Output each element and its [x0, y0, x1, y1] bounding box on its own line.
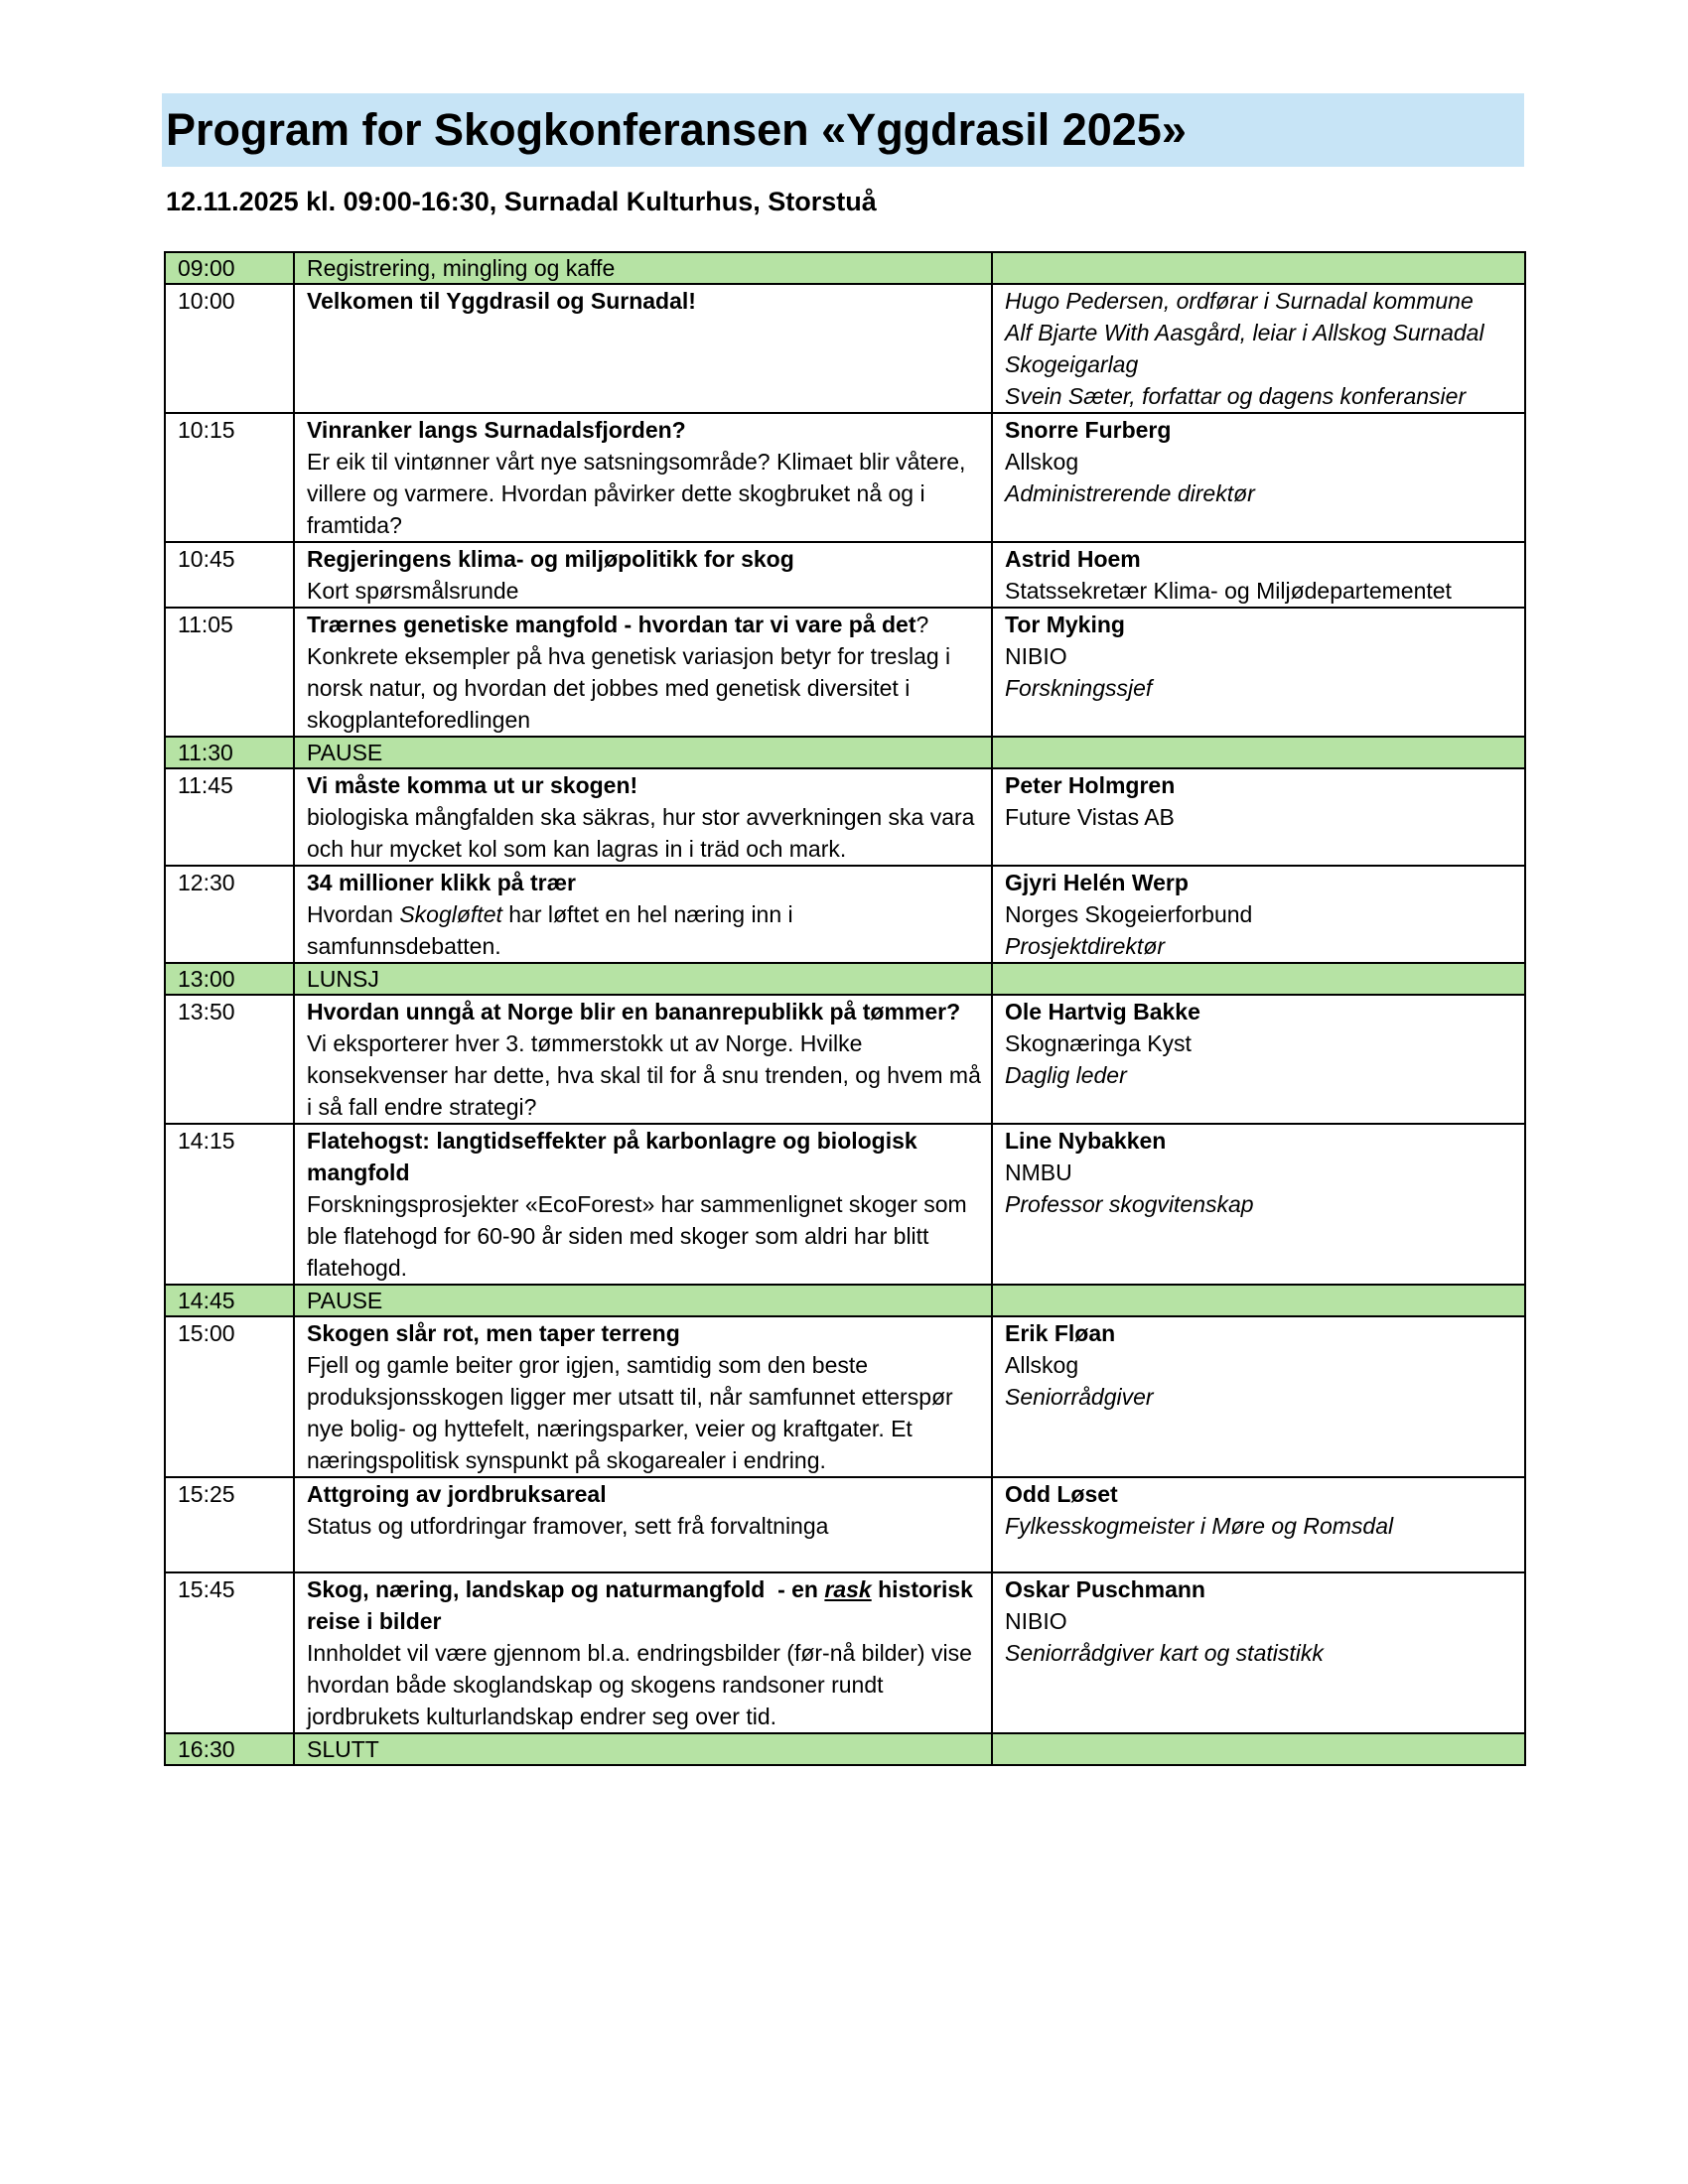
- speaker-role: Daglig leder: [1005, 1062, 1127, 1088]
- speaker-name: Snorre Furberg: [1005, 417, 1172, 443]
- table-row: [165, 1477, 1525, 1572]
- session-cell: [294, 542, 992, 608]
- time-cell: 12:30: [165, 866, 294, 963]
- session-title: 34 millioner klikk på trær: [307, 870, 577, 895]
- session-title: Flatehogst: langtidseffekter på karbonlagre og biologisk mangfold: [307, 1128, 917, 1185]
- speaker-name: Astrid Hoem: [1005, 546, 1141, 572]
- speaker-name: Erik Fløan: [1005, 1320, 1116, 1346]
- speaker-name: Peter Holmgren: [1005, 772, 1176, 798]
- speaker-organization: Skognæringa Kyst: [1005, 1030, 1192, 1056]
- session-cell: [294, 1477, 992, 1572]
- session-title-tail: ?: [915, 612, 929, 637]
- speaker-name: Oskar Puschmann: [1005, 1576, 1205, 1602]
- table-row: [165, 284, 1525, 413]
- empty-cell: [992, 963, 1525, 995]
- title-banner: [162, 93, 1524, 167]
- table-row: [165, 866, 1525, 963]
- table-row: [165, 1572, 1525, 1733]
- speaker-name: Odd Løset: [1005, 1481, 1118, 1507]
- time-cell: 10:15: [165, 413, 294, 542]
- speaker-role: Seniorrådgiver kart og statistikk: [1005, 1640, 1324, 1666]
- time-cell: 09:00: [165, 252, 294, 284]
- time-cell: 15:45: [165, 1572, 294, 1733]
- speaker-cell: [992, 542, 1525, 608]
- session-title: Skogen slår rot, men taper terreng: [307, 1320, 680, 1346]
- speaker-cell: [992, 284, 1525, 413]
- time-cell: 10:00: [165, 284, 294, 413]
- description-text: Hvordan: [307, 901, 400, 927]
- session-title-text: Skog, næring, landskap og naturmangfold - en: [307, 1576, 825, 1602]
- break-label: SLUTT: [294, 1733, 992, 1765]
- break-label: PAUSE: [294, 1285, 992, 1316]
- table-row: [165, 1733, 1525, 1765]
- session-description: Kort spørsmålsrunde: [307, 578, 519, 604]
- speaker-organization: Statssekretær Klima- og Miljødepartementet: [1005, 578, 1452, 604]
- session-description: [307, 898, 991, 962]
- speaker-name: Line Nybakken: [1005, 1128, 1167, 1154]
- speaker-line: Svein Sæter, forfattar og dagens konferansier: [1005, 383, 1467, 409]
- time-cell: 14:45: [165, 1285, 294, 1316]
- speaker-name: Tor Myking: [1005, 612, 1125, 637]
- session-title: Attgroing av jordbruksareal: [307, 1481, 607, 1507]
- speaker-role: Forskningssjef: [1005, 675, 1153, 701]
- page-title: Program for Skogkonferansen «Yggdrasil 2025»: [166, 104, 1187, 155]
- break-label: LUNSJ: [294, 963, 992, 995]
- empty-cell: [992, 737, 1525, 768]
- time-cell: 15:25: [165, 1477, 294, 1572]
- time-cell: 13:00: [165, 963, 294, 995]
- time-cell: 16:30: [165, 1733, 294, 1765]
- speaker-organization: Future Vistas AB: [1005, 804, 1175, 830]
- description-text: har løftet en hel næring inn i samfunnsdebatten.: [307, 901, 793, 959]
- empty-cell: [992, 252, 1525, 284]
- speaker-cell: [992, 1572, 1525, 1733]
- speaker-cell: [992, 1316, 1525, 1477]
- speaker-organization: NIBIO: [1005, 1608, 1067, 1634]
- table-row: [165, 1124, 1525, 1285]
- time-cell: 14:15: [165, 1124, 294, 1285]
- speaker-cell: [992, 608, 1525, 737]
- table-row: [165, 1285, 1525, 1316]
- table-row: [165, 413, 1525, 542]
- speaker-line: Hugo Pedersen, ordførar i Surnadal kommune: [1005, 288, 1474, 314]
- table-row: [165, 1316, 1525, 1477]
- table-row: [165, 608, 1525, 737]
- speaker-organization: Norges Skogeierforbund: [1005, 901, 1253, 927]
- session-description: Innholdet vil være gjennom bl.a. endringsbilder (før-nå bilder) vise hvordan både skoglandskap og skogens randsoner rundt jordbrukets kulturlandskap endrer seg over tid.: [307, 1640, 972, 1729]
- table-row: [165, 737, 1525, 768]
- session-title: Regjeringens klima- og miljøpolitikk for skog: [307, 546, 794, 572]
- speaker-organization: NMBU: [1005, 1160, 1072, 1185]
- speaker-role: Fylkesskogmeister i Møre og Romsdal: [1005, 1513, 1394, 1539]
- speaker-organization: Allskog: [1005, 1352, 1079, 1378]
- session-cell: [294, 1124, 992, 1285]
- speaker-role: Professor skogvitenskap: [1005, 1191, 1254, 1217]
- speaker-name: Ole Hartvig Bakke: [1005, 999, 1200, 1024]
- time-cell: 15:00: [165, 1316, 294, 1477]
- table-row: [165, 995, 1525, 1124]
- table-row: [165, 542, 1525, 608]
- speaker-cell: [992, 768, 1525, 866]
- session-description: Konkrete eksempler på hva genetisk variasjon betyr for treslag i norsk natur, og hvordan det jobbes med genetisk diversitet i skogplanteforedlingen: [307, 643, 951, 733]
- time-cell: 10:45: [165, 542, 294, 608]
- empty-cell: [992, 1733, 1525, 1765]
- session-description: biologiska mångfalden ska säkras, hur stor avverkningen ska vara och hur mycket kol som kan lagras in i träd och mark.: [307, 804, 975, 862]
- speaker-line: Alf Bjarte With Aasgård, leiar i Allskog Surnadal Skogeigarlag: [1005, 320, 1484, 377]
- time-cell: 11:05: [165, 608, 294, 737]
- table-row: [165, 252, 1525, 284]
- session-description: Vi eksporterer hver 3. tømmerstokk ut av Norge. Hvilke konsekvenser har dette, hva skal til for å snu trenden, og hvem må i så fall endre strategi?: [307, 1030, 981, 1120]
- speaker-role: Prosjektdirektør: [1005, 933, 1166, 959]
- speaker-cell: [992, 1124, 1525, 1285]
- session-title: Velkomen til Yggdrasil og Surnadal!: [307, 288, 696, 314]
- session-cell: [294, 1316, 992, 1477]
- speaker-cell: [992, 866, 1525, 963]
- session-description: Fjell og gamle beiter gror igjen, samtidig som den beste produksjonsskogen ligger mer utsatt til, når samfunnet etterspør nye bolig- og hyttefelt, næringsparker, veier og kraftgater. Et næringspolitisk synspunkt på skogarealer i endring.: [307, 1352, 953, 1473]
- session-cell: [294, 866, 992, 963]
- event-details: 12.11.2025 kl. 09:00-16:30, Surnadal Kulturhus, Storstuå: [166, 187, 877, 216]
- table-row: [165, 963, 1525, 995]
- speaker-role: Administrerende direktør: [1005, 480, 1255, 506]
- session-title: [307, 609, 991, 640]
- session-title-emphasis: rask: [824, 1576, 872, 1602]
- speaker-name: Gjyri Helén Werp: [1005, 870, 1189, 895]
- empty-cell: [992, 1285, 1525, 1316]
- program-table: [164, 251, 1526, 1766]
- break-label: Registrering, mingling og kaffe: [294, 252, 992, 284]
- break-label: PAUSE: [294, 737, 992, 768]
- session-title: [307, 1573, 991, 1637]
- session-description: Status og utfordringar framover, sett frå forvaltninga: [307, 1513, 829, 1539]
- speaker-organization: Allskog: [1005, 449, 1079, 475]
- speaker-cell: [992, 995, 1525, 1124]
- time-cell: 13:50: [165, 995, 294, 1124]
- speaker-organization: NIBIO: [1005, 643, 1067, 669]
- session-description: Forskningsprosjekter «EcoForest» har sammenlignet skoger som ble flatehogd for 60-90 år siden med skoger som aldri har blitt flatehogd.: [307, 1191, 967, 1281]
- speaker-cell: [992, 1477, 1525, 1572]
- session-title-text: Trærnes genetiske mangfold - hvordan tar vi vare på det: [307, 612, 916, 637]
- description-emphasis: Skogløftet: [399, 901, 502, 927]
- session-title: Hvordan unngå at Norge blir en bananrepublikk på tømmer?: [307, 999, 961, 1024]
- time-cell: 11:45: [165, 768, 294, 866]
- session-title: Vinranker langs Surnadalsfjorden?: [307, 417, 686, 443]
- session-cell: [294, 284, 992, 413]
- table-row: [165, 768, 1525, 866]
- session-cell: [294, 413, 992, 542]
- speaker-cell: [992, 413, 1525, 542]
- session-title-text: historisk reise i bilder: [307, 1576, 973, 1634]
- speaker-role: Seniorrådgiver: [1005, 1384, 1154, 1410]
- session-cell: [294, 1572, 992, 1733]
- time-cell: 11:30: [165, 737, 294, 768]
- session-cell: [294, 995, 992, 1124]
- session-title: Vi måste komma ut ur skogen!: [307, 772, 638, 798]
- session-description: Er eik til vintønner vårt nye satsningsområde? Klimaet blir våtere, villere og varmere. Hvordan påvirker dette skogbruket nå og i framtida?: [307, 449, 966, 538]
- session-cell: [294, 768, 992, 866]
- session-cell: [294, 608, 992, 737]
